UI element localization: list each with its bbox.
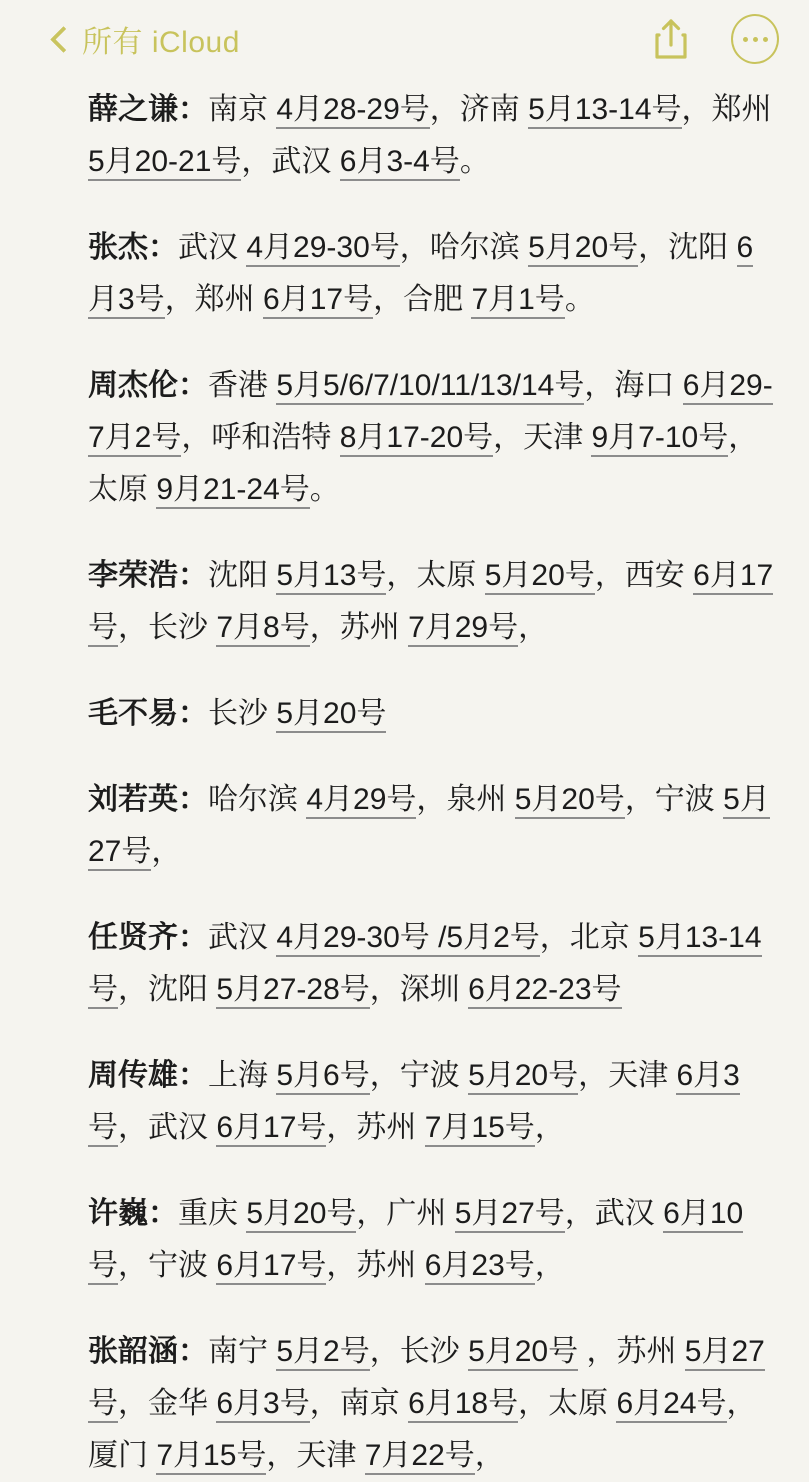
tour-date: 6月3号 (216, 1387, 309, 1423)
tour-city: ， (474, 1439, 505, 1472)
note-paragraph (88, 774, 781, 878)
tour-date: 5月20-21号 (88, 145, 241, 181)
tour-date: 5月20号 (468, 1335, 578, 1371)
tour-date: 7月22号 (365, 1439, 475, 1475)
tour-date: 5月20号 (246, 1197, 356, 1233)
tour-city: ，长沙 (118, 611, 217, 644)
tour-city: ，宁波 (118, 1249, 217, 1282)
more-ellipsis-icon (731, 14, 779, 64)
tour-city: ，太原 (386, 559, 485, 592)
artist-name: 李荣浩： (88, 559, 208, 592)
tour-city: ，合肥 (373, 283, 472, 316)
artist-name: 刘若英： (88, 783, 208, 816)
tour-city: ，西安 (594, 559, 694, 592)
tour-city: ，沈阳 (638, 231, 737, 264)
tour-date: 6月17号 (216, 1111, 326, 1147)
tour-date: 5月13号 (276, 559, 386, 595)
tour-city: ，济南 (429, 93, 529, 126)
tour-date: 7月29号 (408, 611, 518, 647)
tour-date: 6月3-4号 (340, 145, 460, 181)
tour-date: 4月29-30号 (246, 231, 399, 267)
tour-date: 7月15号 (425, 1111, 535, 1147)
tour-city: ， (534, 1111, 565, 1144)
tour-date: 5月13-14号 (528, 93, 681, 129)
tour-city: ，天津 (493, 421, 592, 454)
tour-date: 5月27号 (88, 1335, 765, 1423)
tour-date: 8月17-20号 (340, 421, 493, 457)
tour-city: ， (151, 835, 182, 868)
tour-city: ，宁波 (369, 1059, 469, 1092)
share-icon[interactable] (647, 15, 695, 63)
tour-date: 5月27号 (88, 783, 770, 871)
tour-city: ，深圳 (369, 973, 469, 1006)
tour-city: 南京 (208, 93, 277, 126)
tour-city: ，武汉 (564, 1197, 664, 1230)
tour-city: 沈阳 (208, 559, 277, 592)
tour-date: 6月10号 (88, 1197, 743, 1285)
tour-city: 重庆 (178, 1197, 247, 1230)
tour-city: ，海口 (584, 369, 683, 402)
tour-city: ，苏州 (326, 1249, 425, 1282)
back-button[interactable] (48, 17, 240, 61)
tour-city: ，厦门 (88, 1387, 757, 1472)
chevron-left-icon (48, 29, 68, 49)
tour-date: 5月20号 (485, 559, 595, 595)
tour-date: 6月17号 (88, 559, 773, 647)
tour-date: 5月20号 (515, 783, 625, 819)
tour-city: ，太原 (88, 421, 759, 506)
tour-city: ，武汉 (241, 145, 340, 178)
tour-date: 9月21-24号 (156, 473, 309, 509)
tour-city: ，天津 (266, 1439, 365, 1472)
back-button-label: 所有 iCloud (82, 26, 240, 59)
tour-city: 长沙 (208, 697, 277, 730)
tour-date: 7月1号 (471, 283, 564, 319)
top-toolbar (0, 0, 809, 78)
tour-city: ，太原 (518, 1387, 617, 1420)
tour-city: 南宁 (208, 1335, 277, 1368)
note-paragraph (88, 1326, 781, 1482)
tour-date: 5月6号 (276, 1059, 369, 1095)
tour-date: 6月23号 (425, 1249, 535, 1285)
tour-date: 5月13-14号 (88, 921, 762, 1009)
tour-city: ，呼和浩特 (181, 421, 340, 454)
note-paragraph (88, 1188, 781, 1292)
tour-city: ，哈尔滨 (399, 231, 529, 264)
tour-city: 武汉 (208, 921, 277, 954)
tour-city: 香港 (208, 369, 277, 402)
artist-name: 张韶涵： (88, 1335, 208, 1368)
tour-city: ，金华 (118, 1387, 217, 1420)
artist-name: 薛之谦： (88, 93, 208, 126)
tour-date: 6月24号 (616, 1387, 726, 1423)
tour-date: 4月29号 (306, 783, 416, 819)
tour-city: ，苏州 (309, 611, 409, 644)
tour-city: 。 (459, 145, 490, 178)
toolbar-actions (647, 15, 779, 63)
tour-city: ，苏州 (326, 1111, 425, 1144)
artist-name: 任贤齐： (88, 921, 208, 954)
tour-date: 7月15号 (156, 1439, 266, 1475)
artist-name: 周杰伦： (88, 369, 208, 402)
tour-date: 5月20号 (528, 231, 638, 267)
note-paragraph (88, 1050, 781, 1154)
tour-date: 9月7-10号 (591, 421, 728, 457)
more-options-button[interactable] (731, 15, 779, 63)
tour-city: ， (534, 1249, 565, 1282)
tour-city: ，宁波 (624, 783, 724, 816)
tour-city: 。 (309, 473, 340, 506)
tour-date: 6月3号 (88, 1059, 740, 1147)
tour-date: 5月5/6/7/10/11/13/14号 (276, 369, 584, 405)
tour-date: 4月28-29号 (276, 93, 429, 129)
note-paragraph (88, 84, 781, 188)
artist-name: 许巍： (88, 1197, 178, 1230)
tour-city: ，北京 (539, 921, 639, 954)
tour-city: 哈尔滨 (208, 783, 307, 816)
tour-city: ，苏州 (578, 1335, 685, 1368)
tour-date: 5月2号 (276, 1335, 369, 1371)
note-paragraph (88, 222, 781, 326)
tour-date: 5月20号 (468, 1059, 578, 1095)
note-paragraph (88, 688, 781, 740)
tour-city: ，南京 (309, 1387, 409, 1420)
tour-date: 6月22-23号 (468, 973, 621, 1009)
tour-city: 上海 (208, 1059, 277, 1092)
note-content[interactable] (0, 78, 809, 1482)
tour-city: ， (518, 611, 549, 644)
tour-date: 6月3号 (88, 231, 753, 319)
tour-city: ，郑州 (681, 93, 772, 126)
tour-date: 5月27-28号 (216, 973, 369, 1009)
tour-city: ，天津 (578, 1059, 677, 1092)
tour-city: ，泉州 (416, 783, 515, 816)
tour-city: ，广州 (356, 1197, 455, 1230)
tour-date: 6月18号 (408, 1387, 518, 1423)
artist-name: 毛不易： (88, 697, 208, 730)
tour-date: 7月8号 (216, 611, 309, 647)
tour-city: 武汉 (178, 231, 247, 264)
note-paragraph (88, 360, 781, 516)
note-paragraph (88, 550, 781, 654)
tour-date: 6月29-7月2号 (88, 369, 773, 457)
tour-city: ，武汉 (118, 1111, 217, 1144)
tour-city: ，郑州 (164, 283, 264, 316)
tour-city: 。 (564, 283, 595, 316)
artist-name: 张杰： (88, 231, 178, 264)
artist-name: 周传雄： (88, 1059, 208, 1092)
tour-date: 5月20号 (276, 697, 386, 733)
tour-date: 4月29-30号 /5月2号 (276, 921, 539, 957)
tour-date: 6月17号 (216, 1249, 326, 1285)
tour-date: 5月27号 (455, 1197, 565, 1233)
tour-city: ，长沙 (369, 1335, 469, 1368)
tour-date: 6月17号 (263, 283, 373, 319)
note-paragraph (88, 912, 781, 1016)
tour-city: ，沈阳 (118, 973, 217, 1006)
